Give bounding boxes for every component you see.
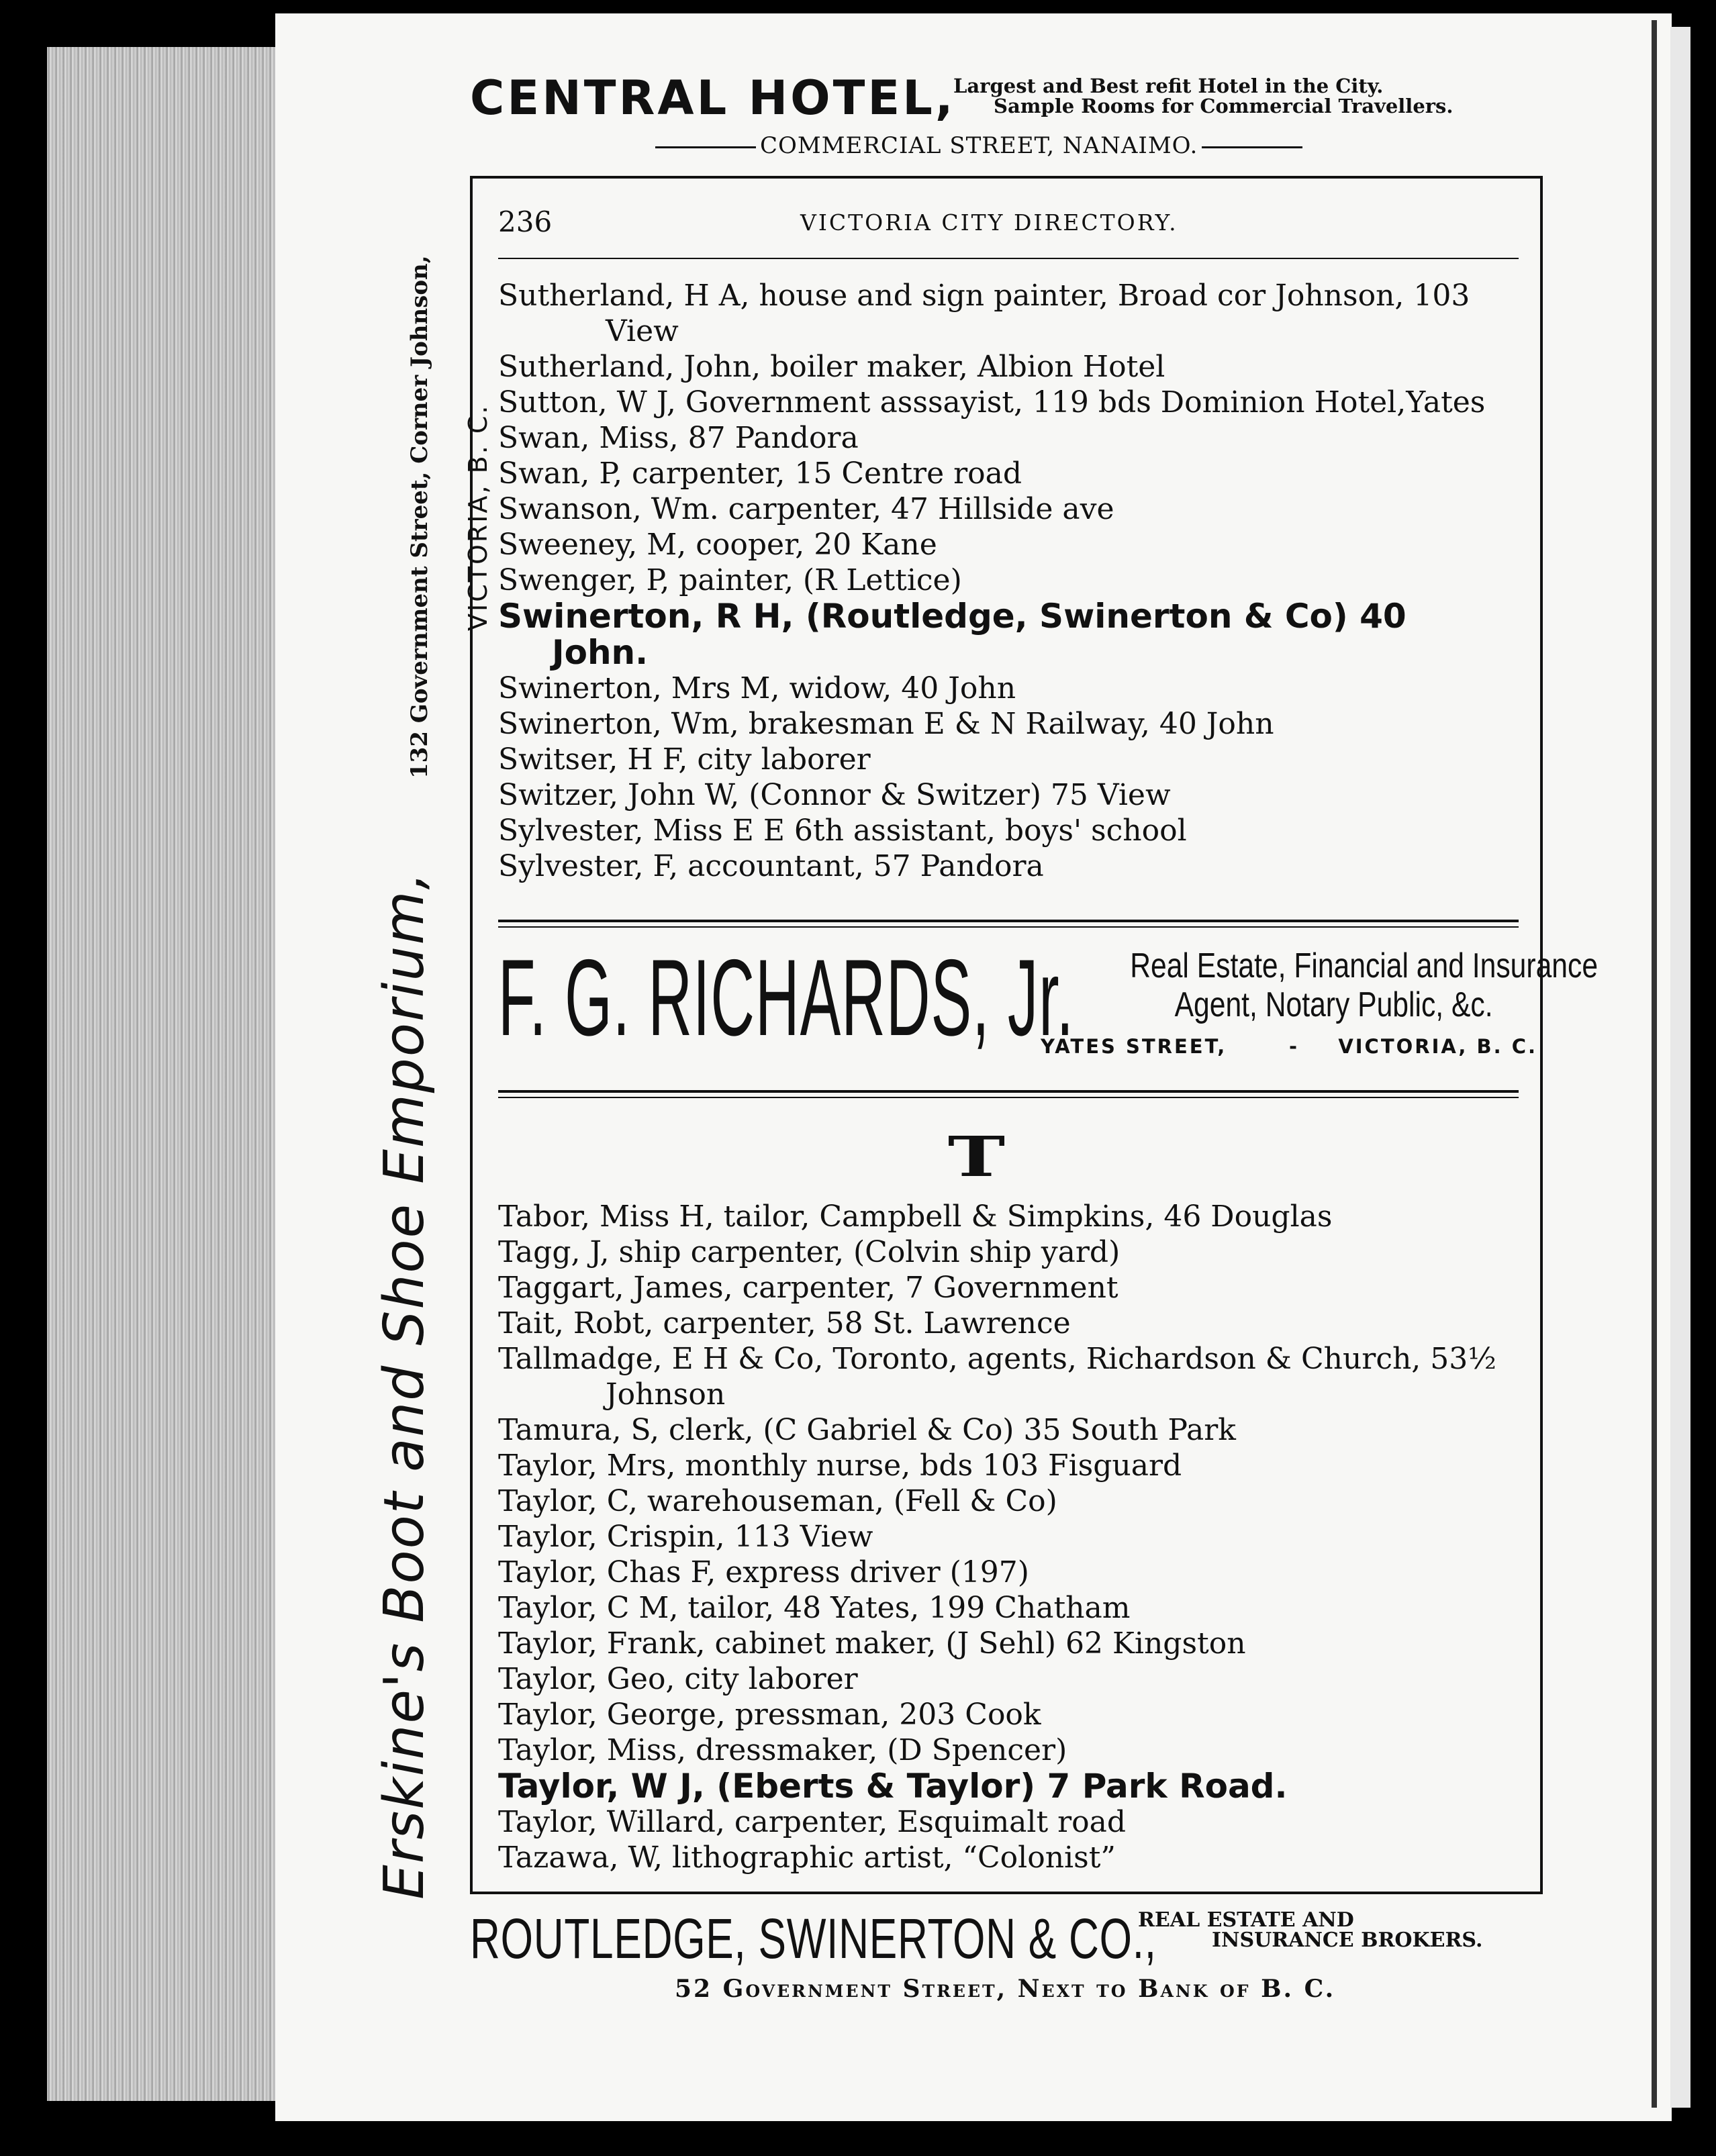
erskine-emporium-ad: Erskine's Boot and Shoe Emporium, xyxy=(373,871,436,1900)
directory-entry xyxy=(498,1199,1525,1234)
hotel-desc-line2: Sample Rooms for Commercial Travellers. xyxy=(994,95,1453,117)
routledge-swinerton-ad xyxy=(470,1906,1558,2007)
directory-entry xyxy=(498,1840,1525,1875)
entry-text: Tabor, Miss H, tailor, Campbell & Simpkins, 46 Douglas xyxy=(498,1199,1333,1234)
richards-desc-line2: Agent, Notary Public, &c. xyxy=(1174,985,1493,1024)
hotel-description xyxy=(953,76,1558,116)
entry-text: Taylor, Miss, dressmaker, (D Spencer) xyxy=(498,1733,1067,1767)
richards-street: YATES STREET, xyxy=(1041,1035,1227,1058)
ad-rule-bottom-thin xyxy=(498,1097,1519,1098)
entry-text: Switser, H F, city laborer xyxy=(498,742,871,777)
entry-text: Sylvester, F, accountant, 57 Pandora xyxy=(498,849,1044,883)
directory-entry xyxy=(498,742,1525,777)
directory-entry xyxy=(498,385,1525,420)
t-entries-list xyxy=(498,1199,1525,1875)
central-hotel-ad xyxy=(470,70,1544,164)
richards-city: VICTORIA, B. C. xyxy=(1338,1035,1537,1058)
directory-entry xyxy=(498,1483,1525,1519)
directory-entry xyxy=(498,1306,1525,1341)
entry-text: Tait, Robt, carpenter, 58 St. Lawrence xyxy=(498,1306,1071,1340)
entry-text: Taylor, George, pressman, 203 Cook xyxy=(498,1698,1041,1732)
entry-text: Sutherland, John, boiler maker, Albion Hotel xyxy=(498,350,1165,384)
richards-ad xyxy=(498,937,1599,1085)
page-number: 236 xyxy=(498,205,553,238)
richards-separator: - xyxy=(1289,1035,1300,1058)
entry-text: Tazawa, W, lithographic artist, “Colonist” xyxy=(498,1841,1116,1875)
firm-name: ROUTLEDGE, SWINERTON & CO., xyxy=(470,1907,1157,1970)
next-page-edge xyxy=(1670,27,1690,2108)
hotel-desc-line1: Largest and Best refit Hotel in the City. xyxy=(953,75,1384,97)
directory-entry xyxy=(498,706,1525,742)
entry-text: Swinerton, R H, (Routledge, Swinerton & Co) 40 xyxy=(498,597,1407,636)
header-rule xyxy=(498,258,1519,259)
entry-text: Sylvester, Miss E E 6th assistant, boys' school xyxy=(498,814,1187,848)
entry-text: Swan, P, carpenter, 15 Centre road xyxy=(498,456,1022,491)
entry-text: Tamura, S, clerk, (C Gabriel & Co) 35 South Park xyxy=(498,1413,1236,1447)
directory-entry xyxy=(498,671,1525,706)
page-edge-stack xyxy=(47,47,282,2101)
directory-entry xyxy=(498,278,1525,349)
page-title: VICTORIA CITY DIRECTORY. xyxy=(800,209,1178,236)
page-header xyxy=(498,205,1519,246)
ad-rule-top-thin xyxy=(498,926,1519,928)
entry-text: Swinerton, Mrs M, widow, 40 John xyxy=(498,671,1016,705)
address-rule-right xyxy=(1202,146,1302,148)
directory-entry xyxy=(498,813,1525,848)
richards-name: F. G. RICHARDS, Jr. xyxy=(498,937,1075,1059)
entry-text: Sutton, W J, Government asssayist, 119 bds Dominion Hotel,Yates xyxy=(498,385,1486,420)
entry-text: Tallmadge, E H & Co, Toronto, agents, Richardson & Church, 53½ xyxy=(498,1342,1496,1376)
s-entries-list xyxy=(498,278,1525,884)
directory-entry xyxy=(498,420,1525,456)
directory-entry xyxy=(498,1555,1525,1590)
directory-entry xyxy=(498,1661,1525,1697)
erskine-street: 132 Government Street, Corner Johnson, xyxy=(406,255,433,779)
firm-address: 52 Government Street, Next to Bank of B. C. xyxy=(675,1975,1336,2003)
entry-continuation: John. xyxy=(552,633,649,672)
entry-text: Taylor, Crispin, 113 View xyxy=(498,1520,873,1554)
richards-description xyxy=(1130,946,1599,1024)
directory-entry xyxy=(498,777,1525,813)
brokers-description xyxy=(1138,1910,1568,1951)
entry-text: Sutherland, H A, house and sign painter, Broad cor Johnson, 103 xyxy=(498,279,1470,313)
directory-entry xyxy=(498,562,1525,598)
hotel-address xyxy=(651,132,1306,159)
entry-text: Taylor, C, warehouseman, (Fell & Co) xyxy=(498,1484,1057,1518)
address-rule-left xyxy=(655,146,756,148)
entry-text: Sweeney, M, cooper, 20 Kane xyxy=(498,528,937,562)
entry-text: Taylor, Willard, carpenter, Esquimalt road xyxy=(498,1805,1127,1839)
directory-entry xyxy=(498,491,1525,527)
page-gutter-shadow xyxy=(1652,20,1657,2108)
erskine-city: VICTORIA, B. C. xyxy=(463,403,493,631)
entry-text: Swanson, Wm. carpenter, 47 Hillside ave xyxy=(498,492,1114,526)
section-letter: T xyxy=(947,1125,1006,1189)
entry-text: Taylor, C M, tailor, 48 Yates, 199 Chatham xyxy=(498,1591,1131,1625)
ad-rule-top xyxy=(498,920,1519,922)
entry-continuation: Johnson xyxy=(606,1377,726,1412)
entry-text: Taylor, W J, (Eberts & Taylor) 7 Park Road. xyxy=(498,1767,1288,1806)
directory-entry xyxy=(498,598,1525,671)
directory-entry xyxy=(498,1341,1525,1412)
directory-entry xyxy=(498,456,1525,491)
entry-text: Switzer, John W, (Connor & Switzer) 75 View xyxy=(498,778,1171,812)
directory-entry xyxy=(498,349,1525,385)
entry-text: Taylor, Mrs, monthly nurse, bds 103 Fisguard xyxy=(498,1449,1182,1483)
directory-entry xyxy=(498,1448,1525,1483)
entry-text: Taggart, James, carpenter, 7 Government xyxy=(498,1271,1118,1305)
entry-text: Taylor, Frank, cabinet maker, (J Sehl) 62 Kingston xyxy=(498,1626,1246,1661)
directory-entry xyxy=(498,1732,1525,1768)
entry-continuation: View xyxy=(606,314,679,348)
directory-box xyxy=(470,176,1599,1894)
entry-text: Taylor, Chas F, express driver (197) xyxy=(498,1555,1029,1589)
richards-address xyxy=(1041,1035,1537,1058)
brokers-line1: REAL ESTATE AND xyxy=(1138,1908,1354,1932)
directory-entry xyxy=(498,1626,1525,1661)
directory-entry xyxy=(498,1697,1525,1732)
directory-entry xyxy=(498,1270,1525,1306)
directory-entry xyxy=(498,1590,1525,1626)
entry-text: Swinerton, Wm, brakesman E & N Railway, 40 John xyxy=(498,707,1274,741)
directory-entry xyxy=(498,1412,1525,1448)
ad-rule-bottom xyxy=(498,1090,1519,1093)
brokers-line2: INSURANCE BROKERS. xyxy=(1212,1928,1483,1952)
entry-text: Swan, Miss, 87 Pandora xyxy=(498,421,859,455)
directory-entry xyxy=(498,1519,1525,1555)
hotel-name: CENTRAL HOTEL, xyxy=(470,70,956,126)
hotel-address-text: COMMERCIAL STREET, NANAIMO. xyxy=(760,132,1198,159)
directory-entry xyxy=(498,1804,1525,1840)
directory-entry xyxy=(498,527,1525,562)
entry-text: Swenger, P, painter, (R Lettice) xyxy=(498,563,962,597)
directory-entry xyxy=(498,848,1525,884)
directory-entry xyxy=(498,1234,1525,1270)
directory-entry xyxy=(498,1768,1525,1804)
entry-text: Taylor, Geo, city laborer xyxy=(498,1662,858,1696)
richards-desc-line1: Real Estate, Financial and Insurance xyxy=(1130,946,1599,985)
entry-text: Tagg, J, ship carpenter, (Colvin ship yard) xyxy=(498,1235,1121,1269)
